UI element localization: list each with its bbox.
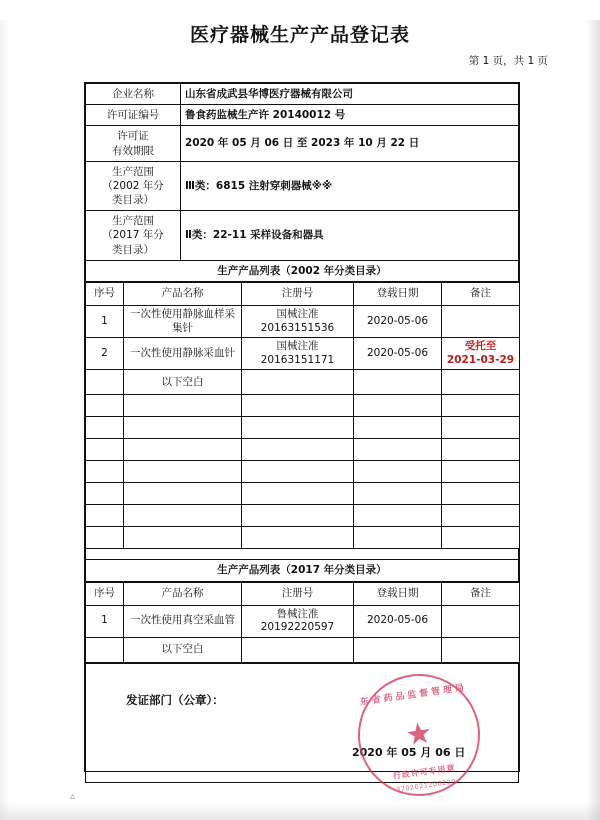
cell-empty — [242, 527, 354, 549]
section-title-2002: 生产产品列表（2002 年分类目录） — [86, 260, 519, 281]
seal-text-top: 东省药品监督管理局 — [359, 682, 468, 708]
cell-note — [442, 605, 520, 637]
cell-no: 1 — [86, 605, 124, 637]
column-header-no: 序号 — [86, 582, 124, 605]
cell-empty — [86, 439, 124, 461]
issue-date: 2020 年 05 月 06 日 — [352, 745, 466, 759]
reg-line: 国械注准 — [276, 307, 319, 320]
scan-shadow-right — [586, 20, 600, 820]
cell-date: 2020-05-06 — [354, 605, 442, 637]
field-value-validity: 2020 年 05 月 06 日 至 2023 年 10 月 22 日 — [181, 126, 519, 161]
table-header-row — [86, 582, 520, 605]
cell-reg — [242, 605, 354, 637]
page-title: 医疗器械生产产品登记表 — [189, 24, 410, 46]
column-header-reg: 注册号 — [242, 582, 354, 605]
cell-name: 一次性使用静脉血样采集针 — [124, 305, 242, 337]
table-row — [86, 560, 519, 581]
cell-empty — [242, 417, 354, 439]
field-value-scope-2002: Ⅲ类：6815 注射穿刺器械※※ — [181, 161, 519, 211]
reg-line: 20163151171 — [260, 353, 335, 366]
column-header-name: 产品名称 — [124, 282, 242, 305]
cell-no: 1 — [86, 305, 124, 337]
section-title-table-2017 — [85, 559, 519, 581]
cell-empty — [354, 637, 442, 662]
table-row — [86, 605, 520, 637]
product-list-2002 — [85, 282, 520, 550]
section-spacer — [85, 549, 519, 559]
table-row — [86, 338, 520, 370]
cell-empty — [354, 461, 442, 483]
field-value-company: 山东省成武县华博医疗器械有限公司 — [181, 84, 519, 105]
field-label-validity — [86, 126, 181, 161]
field-label-license-no: 许可证编号 — [86, 105, 181, 126]
seal-inner — [352, 668, 485, 801]
note-line: 受托至 — [464, 340, 497, 353]
table-row-end-marker — [86, 370, 520, 395]
label-line: （2002 年分 — [102, 179, 164, 192]
cell-empty — [354, 505, 442, 527]
cell-empty — [442, 527, 520, 549]
page-indicator: 第 1 页，共 1 页 — [468, 55, 548, 67]
cell-empty — [442, 417, 520, 439]
cell-empty — [124, 395, 242, 417]
cell-empty — [354, 370, 442, 395]
table-row — [86, 84, 519, 105]
cell-name: 一次性使用静脉采血针 — [124, 338, 242, 370]
form-frame — [84, 82, 520, 794]
table-row — [86, 483, 520, 505]
cell-end-marker: 以下空白 — [124, 637, 242, 662]
column-header-note: 备注 — [442, 282, 520, 305]
cell-empty — [354, 527, 442, 549]
label-line: 类目录） — [112, 194, 154, 207]
field-label-scope-2002 — [86, 161, 181, 211]
table-header-row — [86, 282, 520, 305]
label-line: 生产范围 — [112, 165, 154, 178]
cell-empty — [86, 461, 124, 483]
column-header-reg: 注册号 — [242, 282, 354, 305]
seal-code: 3702021200220 — [395, 777, 457, 794]
cell-empty — [242, 461, 354, 483]
label-line: 生产范围 — [112, 215, 154, 228]
cell-empty — [442, 483, 520, 505]
official-seal-icon — [350, 666, 488, 804]
reg-line: 20192220597 — [260, 621, 335, 634]
star-icon: ★ — [403, 715, 435, 754]
field-label-scope-2017 — [86, 211, 181, 261]
cell-empty — [354, 417, 442, 439]
cell-empty — [86, 395, 124, 417]
table-row — [86, 161, 519, 211]
column-header-no: 序号 — [86, 282, 124, 305]
cell-empty — [86, 417, 124, 439]
cell-reg — [242, 338, 354, 370]
reg-line: 20163151536 — [260, 321, 335, 334]
label-line: 许可证 — [117, 130, 149, 143]
field-value-scope-2017: Ⅱ类：22-11 采样设备和器具 — [181, 211, 519, 261]
cell-empty — [86, 527, 124, 549]
label-line: 有效期限 — [112, 144, 154, 157]
field-label-company: 企业名称 — [86, 84, 181, 105]
cell-empty — [124, 505, 242, 527]
table-row — [86, 105, 519, 126]
cell-empty — [354, 439, 442, 461]
cell-note — [442, 305, 520, 337]
table-row — [86, 461, 520, 483]
cell-empty — [354, 395, 442, 417]
cell-empty — [442, 461, 520, 483]
table-row — [86, 417, 520, 439]
table-row — [86, 126, 519, 161]
issuer-label: 发证部门（公章）： — [126, 692, 224, 707]
cell-empty — [124, 527, 242, 549]
table-row — [86, 260, 519, 281]
cell-empty — [442, 505, 520, 527]
cell-empty — [354, 483, 442, 505]
note-line: 2021-03-29 — [446, 353, 515, 366]
cell-note — [442, 338, 520, 370]
cell-empty — [242, 370, 354, 395]
cell-empty — [86, 370, 124, 395]
table-row — [86, 395, 520, 417]
field-value-license-no: 鲁食药监械生产许 20140012 号 — [181, 105, 519, 126]
cell-empty — [242, 637, 354, 662]
header-fields-table — [85, 83, 519, 282]
table-row — [86, 211, 519, 261]
scan-shadow-bottom — [0, 802, 600, 820]
cell-empty — [86, 483, 124, 505]
cell-empty — [242, 439, 354, 461]
column-header-note: 备注 — [442, 582, 520, 605]
cell-empty — [124, 461, 242, 483]
cell-empty — [86, 637, 124, 662]
table-row — [86, 527, 520, 549]
table-row — [86, 505, 520, 527]
reg-line: 国械注准 — [276, 340, 319, 353]
issuer-area — [85, 663, 519, 794]
product-list-2017 — [85, 582, 520, 663]
label-line: 类目录） — [112, 243, 154, 256]
cell-date: 2020-05-06 — [354, 305, 442, 337]
reg-line: 鲁械注准 — [276, 607, 319, 620]
table-row — [86, 439, 520, 461]
cell-no: 2 — [86, 338, 124, 370]
cell-name: 一次性使用真空采血管 — [124, 605, 242, 637]
label-line: （2017 年分 — [102, 229, 164, 242]
cell-date: 2020-05-06 — [354, 338, 442, 370]
cell-empty — [242, 483, 354, 505]
cell-reg — [242, 305, 354, 337]
document-page — [0, 20, 600, 820]
cell-empty — [442, 395, 520, 417]
cell-empty — [124, 439, 242, 461]
section-title-2017: 生产产品列表（2017 年分类目录） — [86, 560, 519, 581]
column-header-date: 登载日期 — [354, 582, 442, 605]
cell-empty — [242, 395, 354, 417]
table-row-end-marker — [86, 637, 520, 662]
scan-shadow-left — [0, 20, 10, 820]
cell-end-marker: 以下空白 — [124, 370, 242, 395]
cell-empty — [86, 505, 124, 527]
cell-empty — [242, 505, 354, 527]
cell-empty — [442, 439, 520, 461]
scan-corner-mark-icon: ▵ — [70, 791, 76, 802]
column-header-date: 登载日期 — [354, 282, 442, 305]
seal-text-bottom: 行政许可专用章 — [392, 763, 457, 781]
cell-empty — [442, 637, 520, 662]
cell-empty — [124, 483, 242, 505]
cell-empty — [124, 417, 242, 439]
column-header-name: 产品名称 — [124, 582, 242, 605]
cell-empty — [442, 370, 520, 395]
table-row — [86, 305, 520, 337]
